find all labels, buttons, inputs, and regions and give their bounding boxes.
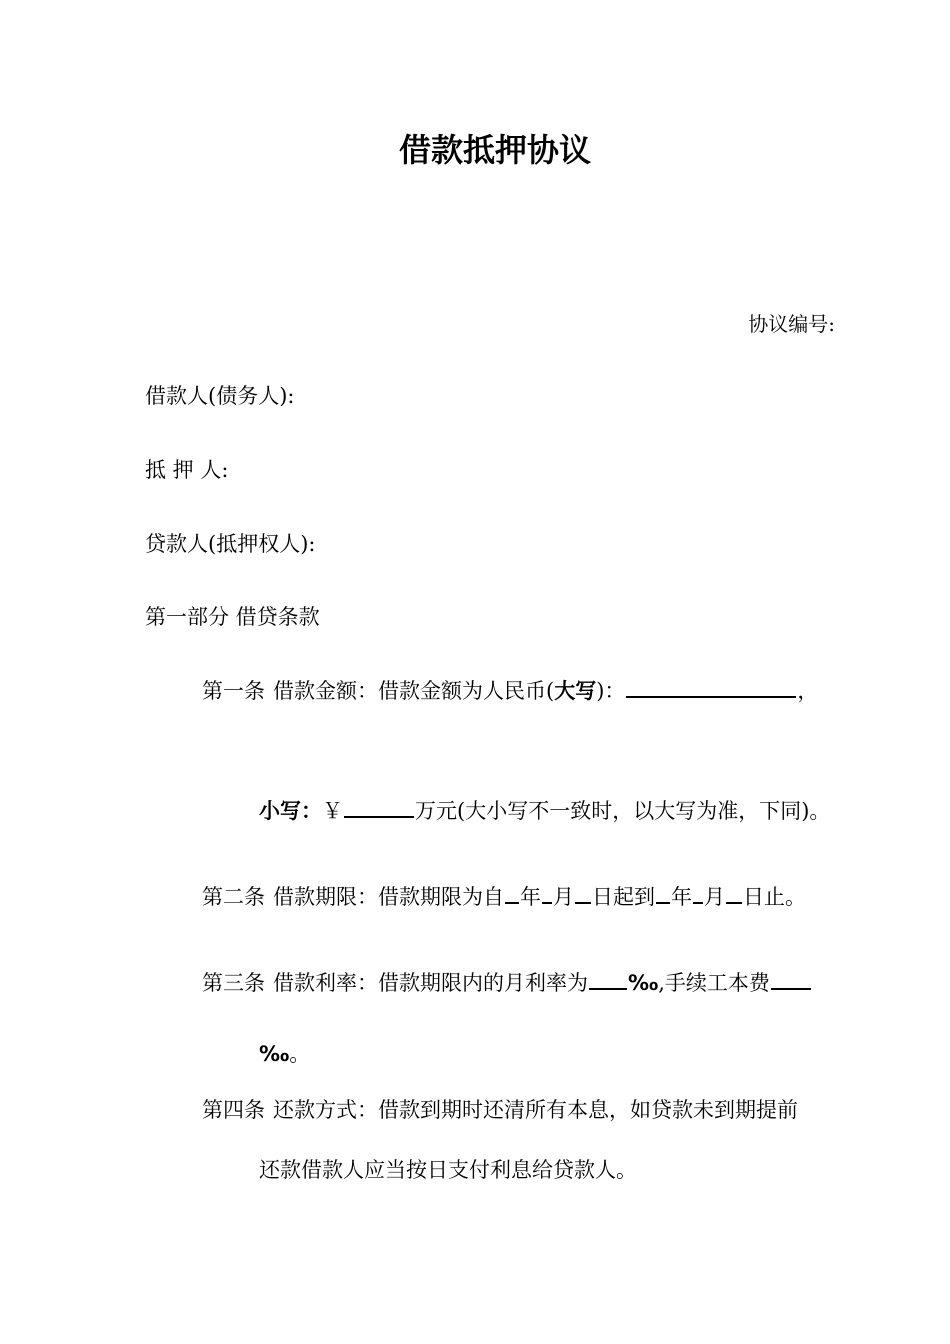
article-1	[202, 676, 818, 705]
article-1-bold-word: 大写	[554, 679, 597, 703]
borrower-label: 借款人(债务人):	[145, 384, 295, 408]
article-3-cont-end: 。	[289, 1042, 311, 1066]
article-2-year-1: 年	[520, 885, 541, 909]
amount-words-blank	[626, 676, 796, 698]
article-2-text: 借款期限：借款期限为自	[273, 885, 504, 909]
article-4-text: 还款方式：借款到期时还清所有本息，如贷款未到期提前	[273, 1098, 798, 1122]
article-4-label: 第四条	[202, 1098, 265, 1122]
article-3	[202, 968, 812, 997]
mortgagor-label: 抵 押 人:	[145, 458, 229, 482]
article-1-end: ，	[797, 679, 819, 703]
article-2	[202, 882, 806, 911]
amount-figures-blank	[344, 796, 414, 818]
article-1-after-bold: )：	[596, 679, 626, 703]
rate-permille: ‰	[628, 971, 659, 995]
small-amount-label: 小写：	[259, 799, 322, 823]
start-day-blank	[575, 882, 591, 904]
agreement-number-label: 协议编号:	[748, 312, 835, 336]
currency-symbol: ￥	[322, 799, 343, 823]
fee-rate-blank	[771, 968, 811, 990]
fee-permille: ‰	[259, 1042, 290, 1066]
lender-label: 贷款人(抵押权人):	[145, 532, 316, 556]
article-1-small-amount	[259, 796, 830, 825]
article-3-label: 第三条	[202, 971, 265, 995]
article-1-label: 第一条	[202, 679, 265, 703]
document-title: 借款抵押协议	[398, 131, 591, 169]
article-2-day-1: 日起到	[592, 885, 655, 909]
start-year-blank	[505, 882, 519, 904]
article-1-text: 借款金额：借款金额为人民币(	[273, 679, 555, 703]
end-month-blank	[693, 882, 703, 904]
end-year-blank	[656, 882, 670, 904]
article-3-middle: ,手续工本费	[658, 971, 770, 995]
article-4	[202, 1096, 798, 1124]
article-2-year-2: 年	[671, 885, 692, 909]
part1-heading: 第一部分 借贷条款	[145, 605, 320, 629]
article-2-day-2: 日止。	[743, 885, 806, 909]
end-day-blank	[726, 882, 742, 904]
monthly-rate-blank	[589, 968, 627, 990]
article-2-month-1: 月	[553, 885, 574, 909]
article-3-cont	[259, 1040, 310, 1068]
start-month-blank	[542, 882, 552, 904]
small-amount-text: 万元(大小写不一致时，以大写为准，下同)。	[415, 799, 831, 823]
article-3-text: 借款利率：借款期限内的月利率为	[273, 971, 588, 995]
article-2-month-2: 月	[704, 885, 725, 909]
article-2-label: 第二条	[202, 885, 265, 909]
article-4-cont: 还款借款人应当按日支付利息给贷款人。	[259, 1158, 637, 1182]
